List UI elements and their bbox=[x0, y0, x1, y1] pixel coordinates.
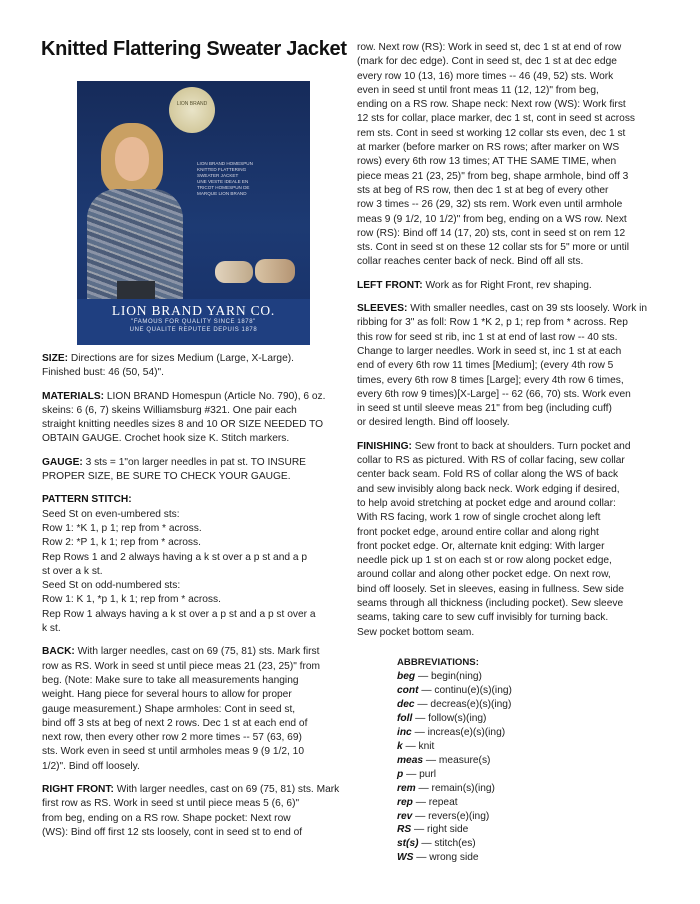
back-line: next row, then every other row 2 more times -- 57 (63, 69) bbox=[42, 732, 302, 744]
pattern-line: Row 1: K 1, *p 1, k 1; rep from * across. bbox=[42, 594, 221, 606]
sleeves-line: With smaller needles, cast on 39 sts loosely. Work in bbox=[407, 303, 648, 315]
abbreviation-term: beg bbox=[397, 671, 416, 682]
finishing-line: front pocket edge. Or, alternate knit edging: With larger bbox=[357, 540, 605, 552]
abbreviation-def: — purl bbox=[403, 768, 437, 780]
abbreviation-term: meas bbox=[397, 754, 424, 766]
back-line: bind off 3 sts at beg of next 2 rows. Dec 1 st at each end of bbox=[42, 717, 308, 729]
brand-name: LION BRAND YARN CO. bbox=[111, 303, 276, 318]
finishing-line: With RS facing, work 1 row of single crochet along left bbox=[357, 512, 601, 524]
abbreviation-item bbox=[397, 740, 637, 754]
pattern-line: Seed St on odd-numbered sts: bbox=[42, 580, 181, 592]
abbreviation-def: — knit bbox=[402, 740, 435, 752]
abbreviation-term: k bbox=[397, 740, 403, 752]
caption-line: UNE VESTE IDEALE EN bbox=[197, 179, 249, 184]
abbreviation-item bbox=[397, 782, 637, 796]
right-front-line: ending on a RS row. Shape neck: Next row (WS): Work first bbox=[357, 99, 626, 111]
right-front-line: (WS): Bind off first 12 sts loosely, cont in seed st to end of bbox=[42, 826, 303, 838]
abbreviation-term: foll bbox=[397, 712, 413, 724]
right-front-line: 12 sts for collar, place marker, dec 1 st, cont in seed st across bbox=[357, 113, 636, 125]
finishing-line: bind off loosely. Set in sleeves, easing in fullness. Sew side bbox=[357, 583, 624, 595]
finishing-line: around collar and along other pocket edge. On next row, bbox=[357, 569, 611, 581]
seal-text: LION BRAND bbox=[176, 101, 208, 107]
finishing-label: FINISHING: bbox=[357, 440, 412, 452]
back-line: row as RS. Work in seed st until piece meas 21 (23, 25)" from bbox=[42, 660, 321, 672]
left-front-label: LEFT FRONT: bbox=[357, 279, 423, 291]
right-front-line: first row as RS. Work in seed st until piece meas 5 (6, 6)" bbox=[42, 798, 300, 810]
abbreviation-def: — remain(s)(ing) bbox=[415, 782, 495, 794]
back-line: 1/2)". Bind off loosely. bbox=[42, 760, 140, 772]
right-front-line: (mark for dec edge). Cont in seed st, dec 1 st at dec edge bbox=[357, 56, 617, 68]
gauge-line: PROPER SIZE, BE SURE TO CHECK YOUR GAUGE. bbox=[42, 471, 291, 483]
page-title: Knitted Flattering Sweater Jacket bbox=[41, 38, 347, 60]
abbreviation-def: — right side bbox=[411, 824, 469, 836]
abbreviation-term: inc bbox=[397, 726, 412, 738]
abbreviation-term: rem bbox=[397, 782, 416, 794]
materials-line: LION BRAND Homespun (Article No. 790), 6 oz. bbox=[104, 390, 326, 402]
finishing-line: to help avoid stretching at pocket edge and around collar: bbox=[357, 497, 616, 509]
caption-line: SWEATER JACKET bbox=[197, 173, 239, 178]
back-line: gauge measurement.) Shape armholes: Cont in seed st, bbox=[42, 703, 296, 715]
abbreviation-term: RS bbox=[397, 824, 412, 836]
materials-label: MATERIALS: bbox=[42, 390, 105, 402]
abbreviation-item bbox=[397, 754, 637, 768]
back-line: With larger needles, cast on 69 (75, 81) sts. Mark first bbox=[74, 646, 320, 658]
sleeves-section bbox=[357, 302, 660, 431]
sleeves-line: times, every 6th row 8 times [Large]; every 4th row 6 times, bbox=[357, 374, 624, 386]
abbreviation-term: rep bbox=[397, 796, 413, 808]
abbreviation-term: rev bbox=[397, 810, 413, 822]
pattern-line: k st. bbox=[42, 623, 61, 635]
finishing-line: Sew pocket bottom seam. bbox=[357, 626, 475, 638]
abbreviation-item bbox=[397, 726, 637, 740]
sleeves-line: or desired length. Bind off loosely. bbox=[357, 417, 510, 429]
pattern-line: Rep Row 1 always having a k st over a p st and a p st over a bbox=[42, 608, 316, 620]
pattern-line: Rep Rows 1 and 2 always having a k st over a p st and a p bbox=[42, 551, 308, 563]
right-front-line: rows) every 6th row 13 times; AT THE SAME TIME, when bbox=[357, 156, 617, 168]
right-front-line: even in seed st until front meas 11 (12, 12)" from beg, bbox=[357, 84, 599, 96]
right-front-line: With larger needles, cast on 69 (75, 81) sts. Mark bbox=[113, 784, 340, 796]
abbreviation-def: — repeat bbox=[412, 796, 458, 808]
yarn-skein-2 bbox=[255, 259, 295, 283]
abbreviation-term: cont bbox=[397, 684, 419, 696]
left-front-section bbox=[357, 279, 660, 293]
finishing-line: seams through all thickness (including pocket). Sew sleeve bbox=[357, 597, 624, 609]
sleeves-label: SLEEVES: bbox=[357, 303, 408, 315]
right-front-section bbox=[42, 783, 342, 840]
abbreviation-def: — measure(s) bbox=[423, 754, 491, 766]
pattern-line: Seed St on even-umbered sts: bbox=[42, 508, 180, 520]
abbreviation-term: p bbox=[397, 768, 404, 780]
right-front-line: meas 9 (9 1/2, 10 1/2)" from beg, ending on a WS row. Next bbox=[357, 213, 627, 225]
abbreviation-item bbox=[397, 698, 637, 712]
materials-line: skeins: 6 (6, 7) skeins Williamsburg #321. One pair each bbox=[42, 404, 297, 416]
sleeves-line: ribbing for 3" as foll: Row 1 *K 2, p 1; rep from * across. Rep bbox=[357, 317, 628, 329]
right-column bbox=[357, 41, 660, 649]
sleeves-line: every 6th row 9 times)[X-Large] -- 62 (66, 70) sts. Work even bbox=[357, 388, 631, 400]
abbreviation-item bbox=[397, 837, 637, 851]
abbreviation-item bbox=[397, 712, 637, 726]
finishing-section bbox=[357, 440, 660, 640]
abbreviation-item bbox=[397, 796, 637, 810]
abbreviation-def: — wrong side bbox=[413, 852, 479, 864]
gauge-label: GAUGE: bbox=[42, 456, 83, 468]
pattern-line: Row 1: *K 1, p 1; rep from * across. bbox=[42, 522, 202, 534]
sleeves-line: in seed st until sleeve meas 21" from beg (including cuff) bbox=[357, 403, 612, 415]
abbreviation-term: dec bbox=[397, 698, 415, 710]
abbreviation-def: — stitch(es) bbox=[418, 838, 476, 850]
materials-line: straight knitting needles sizes 8 and 10 OR SIZE NEEDED TO bbox=[42, 419, 324, 431]
right-front-line: row (RS): Bind off 14 (17, 20) sts, cont in seed st on rem 12 bbox=[357, 227, 626, 239]
left-front-line: Work as for Right Front, rev shaping. bbox=[422, 279, 592, 291]
model-face bbox=[115, 137, 149, 181]
abbreviation-item bbox=[397, 810, 637, 824]
abbreviation-item bbox=[397, 768, 637, 782]
sleeves-line: this row for seed st rib, inc 1 st at end of last row -- 40 sts. bbox=[357, 331, 618, 343]
caption-line: KNITTED FLATTERING bbox=[197, 167, 247, 172]
product-photo bbox=[77, 81, 310, 345]
finishing-line: Sew front to back at shoulders. Turn pocket and bbox=[411, 440, 631, 452]
back-line: sts. Work even in seed st until armholes meas 9 (9 1/2, 10 bbox=[42, 746, 304, 758]
right-front-line: sts at beg of RS row, then dec 1 st at beg of every other bbox=[357, 184, 609, 196]
right-front-line: every row 10 (13, 16) more times -- 46 (49, 52) sts. Work bbox=[357, 70, 614, 82]
gauge-line: 3 sts = 1"on larger needles in pat st. TO INSURE bbox=[82, 456, 306, 468]
abbreviation-item bbox=[397, 684, 637, 698]
abbreviation-def: — continu(e)(s)(ing) bbox=[418, 684, 512, 696]
abbreviation-item bbox=[397, 823, 637, 837]
gauge-section bbox=[42, 456, 342, 485]
size-line: Finished bust: 46 (50, 54)". bbox=[42, 367, 164, 379]
abbreviations-list bbox=[397, 656, 637, 865]
finishing-line: and sew invisibly along back neck. Work edging if desired, bbox=[357, 483, 620, 495]
abbreviation-term: st(s) bbox=[397, 838, 419, 850]
right-front-line: piece meas 21 (23, 25)" from beg, shape armhole, bind off 3 bbox=[357, 170, 629, 182]
lion-seal-logo bbox=[169, 87, 215, 133]
right-front-line: rem sts. Cont in seed st working 12 collar sts even, dec 1 st bbox=[357, 127, 626, 139]
right-front-line: collar reaches center back of neck. Bind off all sts. bbox=[357, 256, 584, 268]
photo-caption bbox=[197, 161, 297, 197]
pattern-stitch-section bbox=[42, 493, 342, 636]
back-line: weight. Hang piece for several hours to allow for proper bbox=[42, 689, 292, 701]
finishing-line: center back seam. Fold RS of collar along the WS of back bbox=[357, 469, 619, 481]
sleeves-line: end of every 6th row 11 times [Medium]; (every 4th row 5 bbox=[357, 360, 614, 372]
caption-line: LION BRAND HOMESPUN bbox=[197, 161, 253, 166]
back-section bbox=[42, 645, 342, 774]
pattern-line: st over a k st. bbox=[42, 565, 103, 577]
right-front-line: sts. Cont in seed st on these 12 collar sts for 5" more or until bbox=[357, 242, 630, 254]
back-label: BACK: bbox=[42, 646, 75, 658]
pattern-line: Row 2: *P 1, k 1; rep from * across. bbox=[42, 537, 201, 549]
abbreviation-def: — decreas(e)(s)(ing) bbox=[414, 698, 512, 710]
right-front-line: row. Next row (RS): Work in seed st, dec 1 st at end of row bbox=[357, 42, 622, 53]
caption-line: MARQUE LION BRAND bbox=[197, 191, 247, 196]
brand-tagline: "FAMOUS FOR QUALITY SINCE 1878" bbox=[131, 319, 256, 325]
right-front-line: from beg, ending on a RS row. Shape pocket: Next row bbox=[42, 812, 291, 824]
pattern-stitch-label: PATTERN STITCH: bbox=[42, 494, 132, 506]
size-label: SIZE: bbox=[42, 353, 69, 364]
abbreviation-item bbox=[397, 670, 637, 684]
right-front-line: row 3 times -- 26 (29, 32) sts rem. Work even until armhole bbox=[357, 199, 623, 211]
left-column bbox=[42, 352, 342, 849]
right-front-continued bbox=[357, 41, 660, 270]
brand-tagline-fr: UNE QUALITE REPUTEE DEPUIS 1878 bbox=[129, 327, 258, 333]
caption-line: TRICOT HOMESPUN DE bbox=[197, 185, 250, 190]
materials-line: OBTAIN GAUGE. Crochet hook size K. Stitch markers. bbox=[42, 433, 290, 445]
abbreviation-def: — revers(e)(ing) bbox=[412, 810, 490, 822]
finishing-line: collar to RS as pictured. With RS of collar facing, sew collar bbox=[357, 455, 625, 467]
yarn-skein-1 bbox=[215, 261, 253, 283]
size-section bbox=[42, 352, 342, 381]
right-front-line: at marker (before marker on RS rows; after marker on WS bbox=[357, 142, 620, 154]
back-line: beg. (Note: Make sure to take all measurements hanging bbox=[42, 674, 299, 686]
materials-section bbox=[42, 390, 342, 447]
abbreviation-def: — follow(s)(ing) bbox=[412, 712, 487, 724]
right-front-label: RIGHT FRONT: bbox=[42, 784, 114, 796]
abbreviation-item bbox=[397, 851, 637, 865]
finishing-line: front pocket edge, around entire collar and along right bbox=[357, 526, 599, 538]
sleeves-line: Change to larger needles. Work in seed st, inc 1 st at each bbox=[357, 345, 622, 357]
abbreviation-term: WS bbox=[397, 852, 414, 864]
finishing-line: needle pick up 1 st on each st or row along pocket edge, bbox=[357, 555, 612, 567]
finishing-line: seams, taking care to sew cuff invisibly for turning back. bbox=[357, 612, 609, 624]
size-line: Directions are for sizes Medium (Large, X-Large). bbox=[68, 353, 294, 364]
abbreviation-def: — increas(e)(s)(ing) bbox=[411, 726, 506, 738]
abbreviations-title: ABBREVIATIONS: bbox=[397, 657, 479, 668]
abbreviation-def: — begin(ning) bbox=[415, 671, 482, 682]
